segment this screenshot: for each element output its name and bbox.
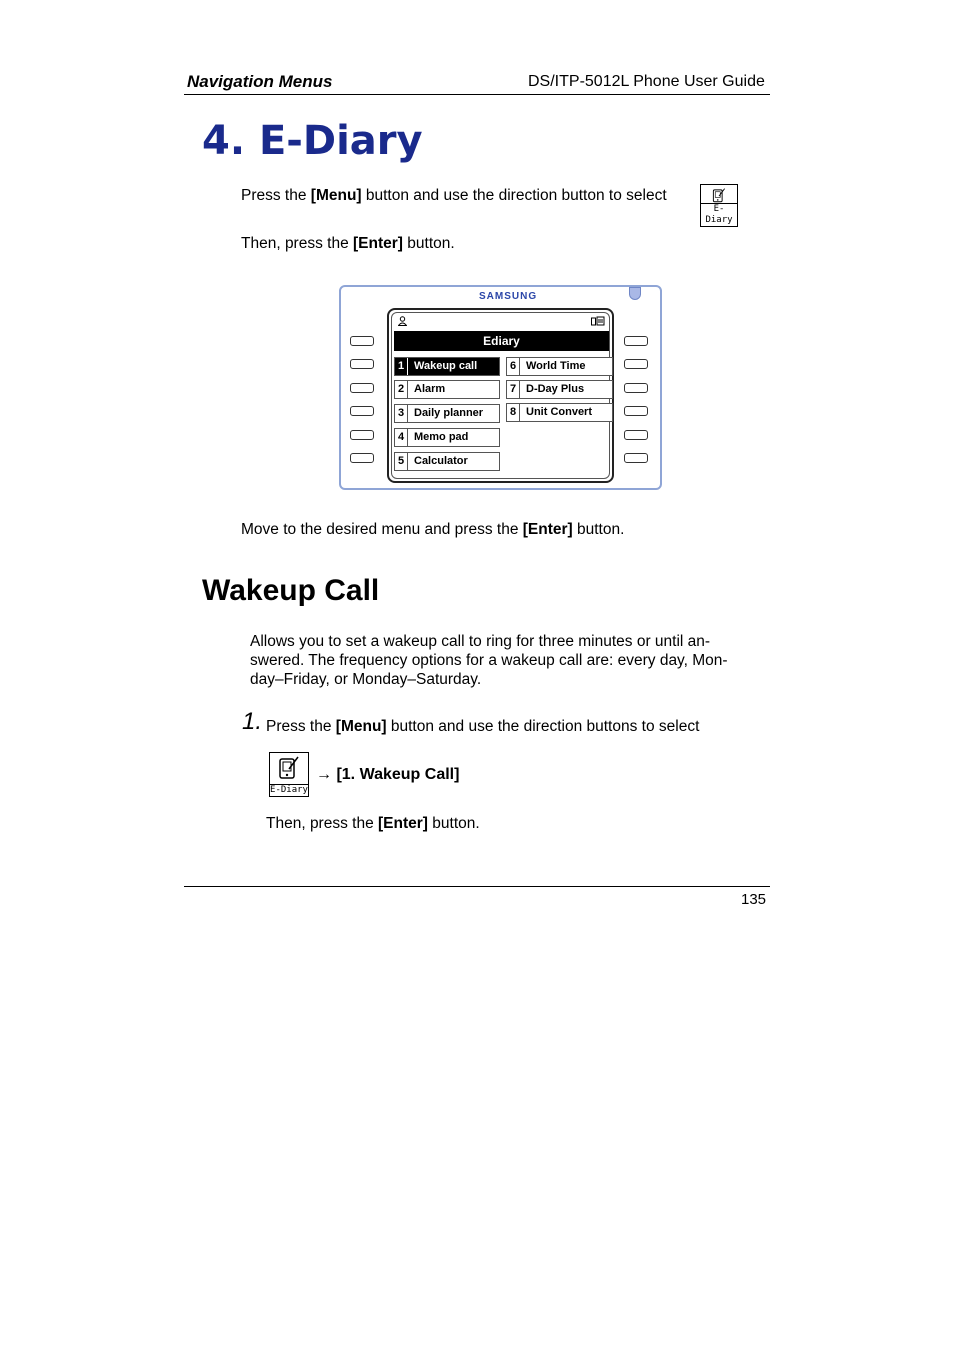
section-para-line-1: Allows you to set a wakeup call to ring for three minutes or until an- xyxy=(250,633,711,650)
brand-logo: SAMSUNG xyxy=(479,291,538,302)
status-bar xyxy=(398,316,605,326)
footer-divider xyxy=(184,886,770,887)
screen-title-bar: Ediary xyxy=(394,331,609,351)
section-title: Wakeup Call xyxy=(202,574,380,607)
menu-item-unit-convert[interactable] xyxy=(506,403,613,422)
right-soft-button-2[interactable] xyxy=(624,359,648,369)
left-soft-button-3[interactable] xyxy=(350,383,374,393)
left-soft-button-1[interactable] xyxy=(350,336,374,346)
pda-icon xyxy=(708,188,730,203)
body-text: button. xyxy=(572,521,625,538)
step-target-path xyxy=(316,765,459,784)
menu-item-label: Calculator xyxy=(414,455,468,467)
person-icon xyxy=(398,316,407,326)
step-text: button. xyxy=(427,815,480,832)
menu-item-label: Unit Convert xyxy=(526,406,592,418)
ediary-icon xyxy=(269,752,309,797)
menu-item-number: 1 xyxy=(395,358,408,375)
body-text: Move to the desired menu and press the xyxy=(241,521,523,538)
menu-item-label: World Time xyxy=(526,360,586,372)
menu-item-daily-planner[interactable] xyxy=(394,404,500,423)
left-soft-button-4[interactable] xyxy=(350,406,374,416)
step-text: button and use the direction buttons to select xyxy=(386,718,700,735)
step-text: Then, press the xyxy=(266,815,379,832)
right-soft-button-4[interactable] xyxy=(624,406,648,416)
menu-item-number: 2 xyxy=(395,381,408,398)
enter-key-ref: [Enter] xyxy=(378,815,428,832)
left-soft-button-6[interactable] xyxy=(350,453,374,463)
ediary-icon-label: E-Diary xyxy=(701,203,737,226)
step-1-text xyxy=(266,717,699,736)
right-soft-button-3[interactable] xyxy=(624,383,648,393)
right-soft-button-6[interactable] xyxy=(624,453,648,463)
menu-item-wakeup-call[interactable] xyxy=(394,357,500,376)
menu-item-label: Daily planner xyxy=(414,407,484,419)
intro-line-1 xyxy=(241,186,667,205)
menu-item-label: D-Day Plus xyxy=(526,383,585,395)
intro-text: button and use the direction button to select xyxy=(361,187,667,204)
page-number: 135 xyxy=(741,891,767,908)
lcd-screen-inner xyxy=(391,312,610,479)
menu-item-calculator[interactable] xyxy=(394,452,500,471)
status-led xyxy=(629,287,641,300)
pda-icon xyxy=(278,756,300,780)
arrow-right-icon: → xyxy=(316,766,332,783)
step-target-label: [1. Wakeup Call] xyxy=(336,766,460,783)
menu-item-label: Memo pad xyxy=(414,431,469,443)
ediary-icon xyxy=(700,184,738,227)
left-soft-button-5[interactable] xyxy=(350,430,374,440)
menu-item-alarm[interactable] xyxy=(394,380,500,399)
menu-item-number: 4 xyxy=(395,429,408,446)
lcd-screen xyxy=(387,308,614,483)
intro-text: Press the xyxy=(241,187,311,204)
left-soft-button-2[interactable] xyxy=(350,359,374,369)
intro-text: button. xyxy=(402,235,455,252)
header-section-title: Navigation Menus xyxy=(187,72,333,91)
menu-key-ref: [Menu] xyxy=(335,718,387,735)
phone-display-figure xyxy=(339,285,662,490)
enter-key-ref: [Enter] xyxy=(522,521,573,538)
menu-key-ref: [Menu] xyxy=(310,187,362,204)
step-then-text xyxy=(266,814,480,833)
intro-text: Then, press the xyxy=(241,235,354,252)
menu-item-number: 5 xyxy=(395,453,408,470)
chapter-title: 4. E-Diary xyxy=(202,118,423,164)
step-text: Press the xyxy=(266,718,336,735)
menu-item-memo-pad[interactable] xyxy=(394,428,500,447)
menu-item-d-day-plus[interactable] xyxy=(506,380,613,399)
ediary-icon-label: E-Diary xyxy=(270,785,308,795)
after-figure-text xyxy=(241,520,624,539)
header-divider xyxy=(184,94,770,95)
right-soft-button-1[interactable] xyxy=(624,336,648,346)
menu-item-world-time[interactable] xyxy=(506,357,613,376)
menu-item-label: Wakeup call xyxy=(414,360,478,372)
enter-key-ref: [Enter] xyxy=(353,235,403,252)
section-para-line-2: swered. The frequency options for a wakeup call are: every day, Mon- xyxy=(250,652,728,669)
header-guide-title: DS/ITP-5012L Phone User Guide xyxy=(528,73,765,90)
step-number: 1. xyxy=(242,708,263,735)
menu-item-number: 3 xyxy=(395,405,408,422)
right-soft-button-5[interactable] xyxy=(624,430,648,440)
menu-item-number: 6 xyxy=(507,358,520,375)
menu-item-number: 7 xyxy=(507,381,520,398)
intro-line-2 xyxy=(241,234,455,253)
phone-icon xyxy=(591,316,605,326)
section-para-line-3: day–Friday, or Monday–Saturday. xyxy=(250,671,482,688)
menu-item-label: Alarm xyxy=(414,383,446,395)
menu-item-number: 8 xyxy=(507,404,520,421)
